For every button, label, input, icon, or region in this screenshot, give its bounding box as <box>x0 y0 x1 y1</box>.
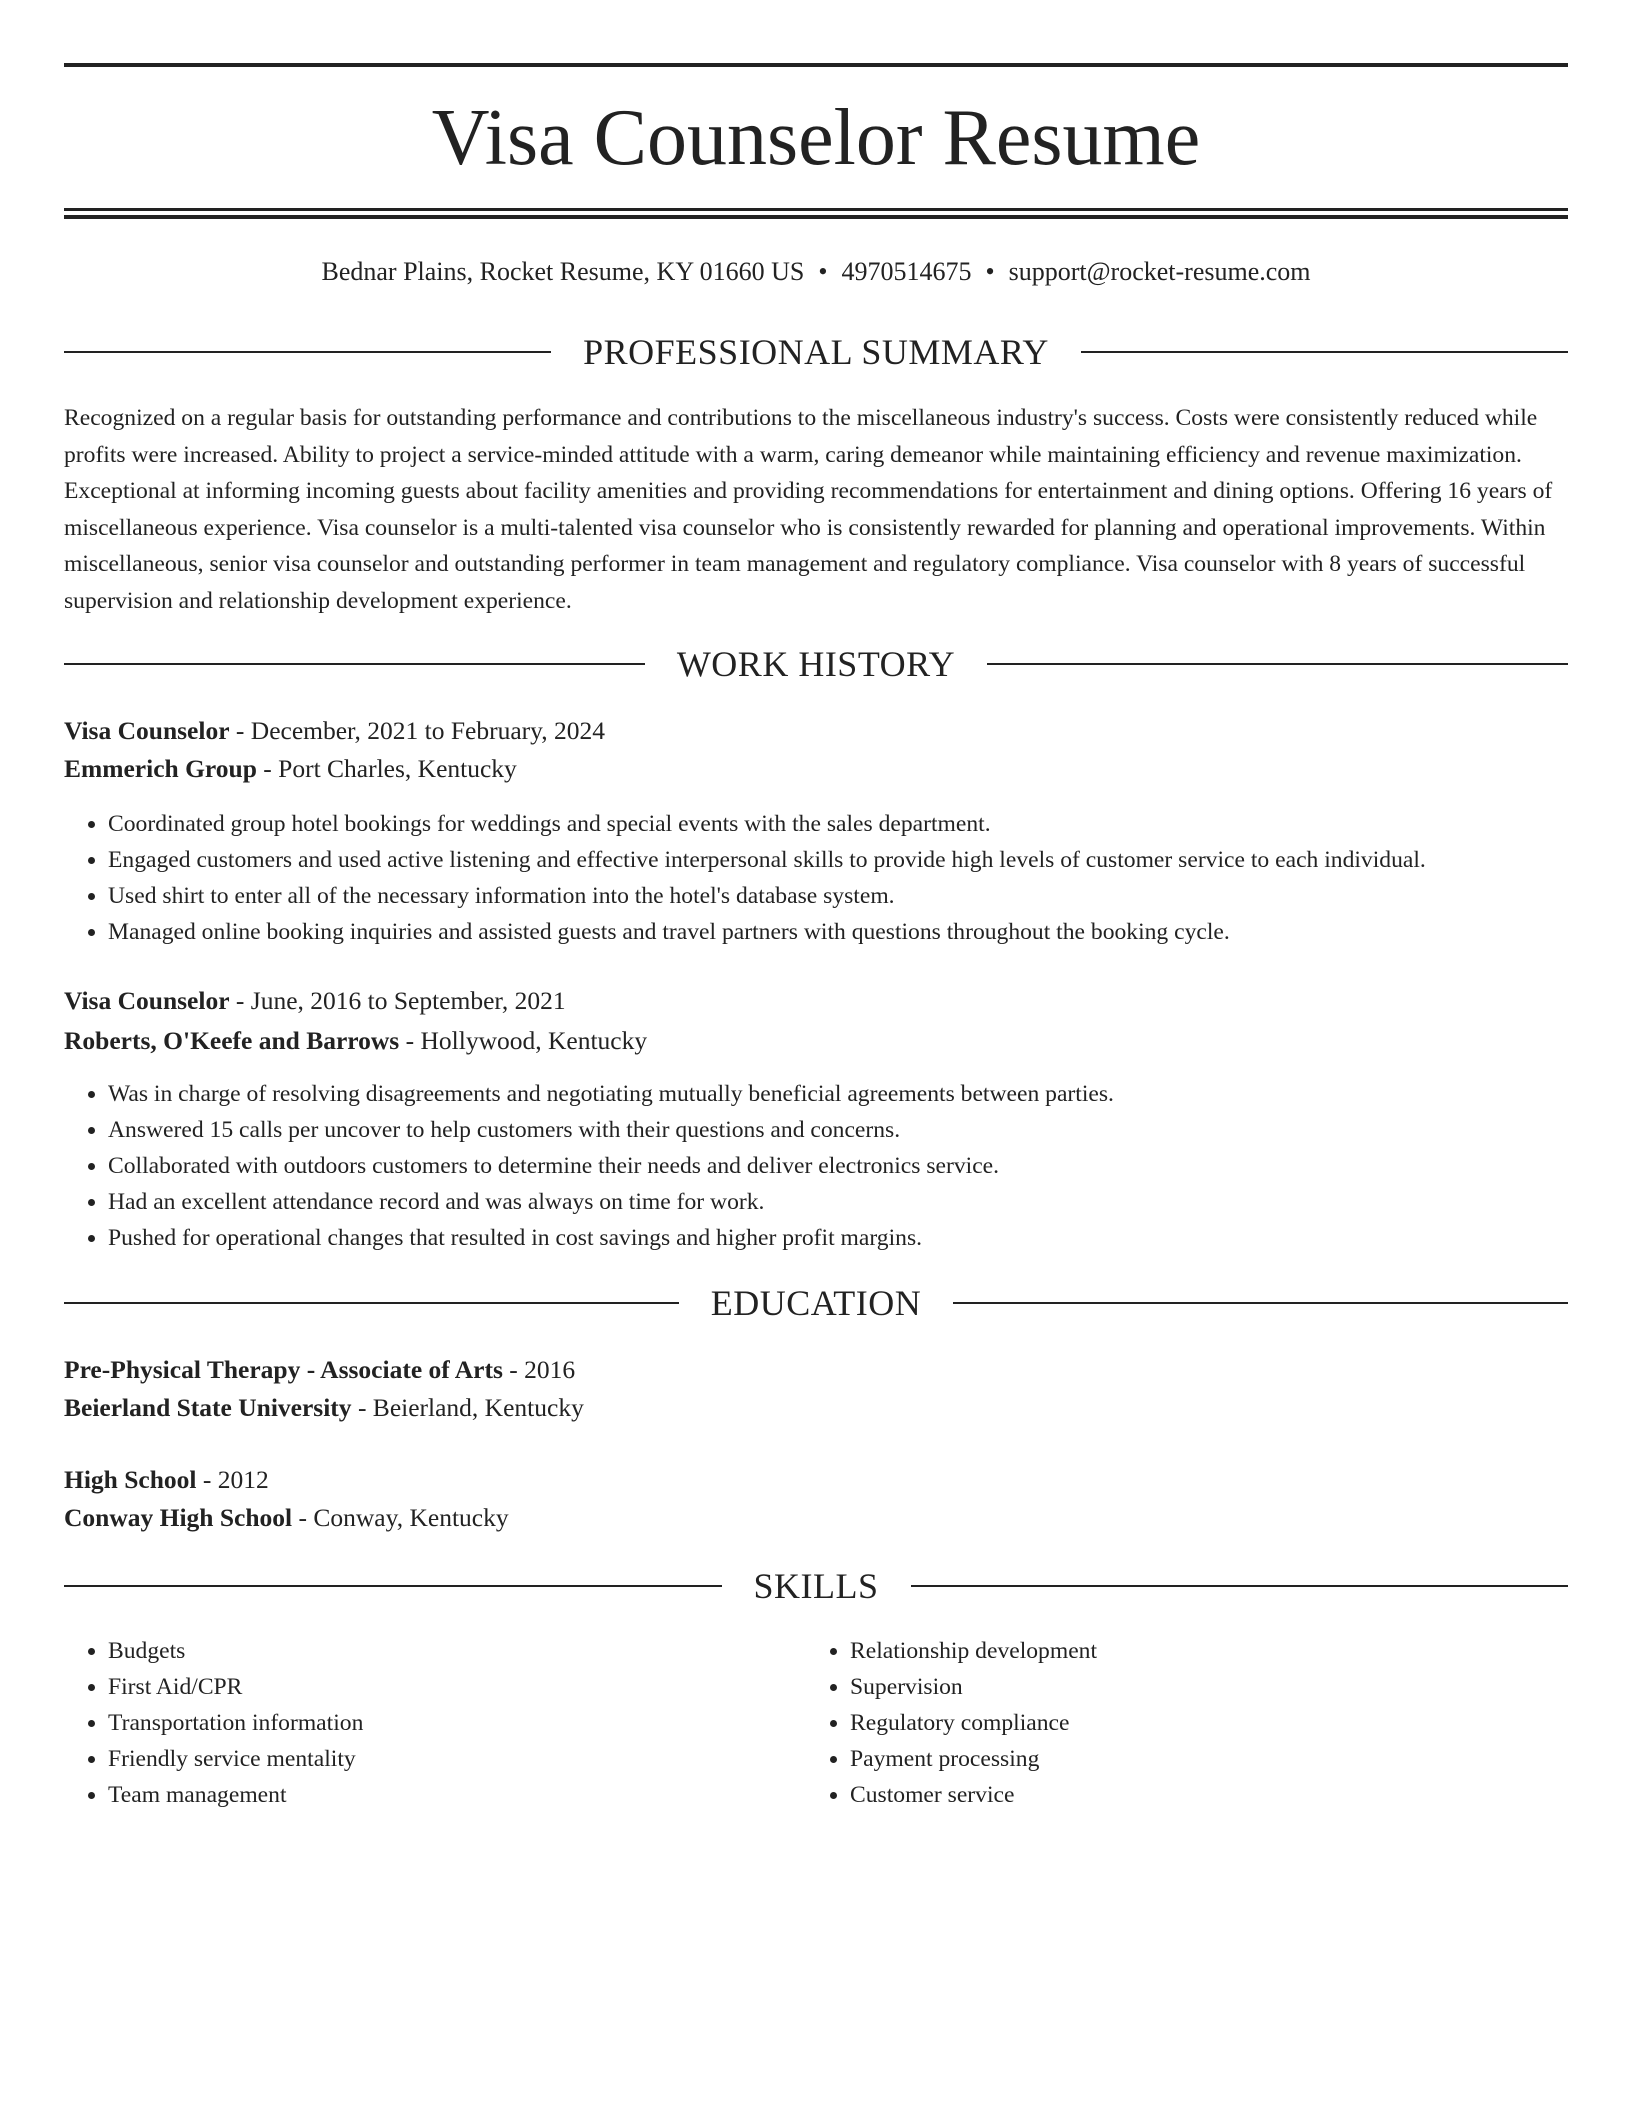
summary-text: Recognized on a regular basis for outstanding performance and contributions to the miscellaneous industry's success. Costs were consistently reduced while profits were increased. Ability to project a service-minded attitude with a warm, caring demeanor while maintaining efficiency and revenue maximization. Exceptional at informing incoming guests about facility amenities and providing recommendations for entertainment and dining options. Offering 16 years of miscellaneous experience. Visa counselor is a multi-talented visa counselor who is consistently rewarded for planning and operational improvements. Within miscellaneous, senior visa counselor and outstanding performer in team management and regulatory compliance. Visa counselor with 8 years of successful supervision and relationship development experience. <box>64 405 1553 614</box>
job-bullets <box>64 806 1568 950</box>
education-degree-line <box>64 1353 1568 1387</box>
heading-rule <box>1081 351 1568 353</box>
job-location: - Port Charles, Kentucky <box>256 754 517 783</box>
education-year: - 2012 <box>196 1465 269 1494</box>
job-title: Visa Counselor <box>64 716 230 745</box>
skill-item: • Customer service <box>850 1777 1097 1813</box>
heading-rule <box>64 351 551 353</box>
skill-item: • Friendly service mentality <box>108 1741 363 1777</box>
education-degree: Pre-Physical Therapy - Associate of Arts <box>64 1355 503 1384</box>
section-title: SKILLS <box>753 1566 879 1606</box>
job-title-line <box>64 984 1568 1018</box>
list-item: • Used shirt to enter all of the necessary information into the hotel's database system. <box>108 878 1568 914</box>
job-company: Emmerich Group <box>64 754 257 783</box>
education-location: - Conway, Kentucky <box>292 1503 509 1532</box>
heading-rule <box>987 663 1568 665</box>
list-item: • Engaged customers and used active listening and effective interpersonal skills to provide high levels of customer service to each individual. <box>108 842 1568 878</box>
contact-email: support@rocket-resume.com <box>1008 257 1311 286</box>
section-heading-work <box>64 642 1568 686</box>
skills-list-right <box>806 1633 1097 1813</box>
job-location: - Hollywood, Kentucky <box>399 1026 648 1055</box>
list-item: • Had an excellent attendance record and was always on time for work. <box>108 1184 1568 1220</box>
education-degree: High School <box>64 1465 197 1494</box>
list-item: • Coordinated group hotel bookings for weddings and special events with the sales department. <box>108 806 1568 842</box>
education-school: Conway High School <box>64 1503 293 1532</box>
heading-rule <box>953 1302 1568 1304</box>
skill-item: • Payment processing <box>850 1741 1097 1777</box>
skill-item: • Team management <box>108 1777 363 1813</box>
skill-item: • Transportation information <box>108 1705 363 1741</box>
section-heading-summary <box>64 330 1568 374</box>
job-title-line <box>64 714 1568 748</box>
heading-rule <box>64 1585 722 1587</box>
list-item: • Was in charge of resolving disagreements and negotiating mutually beneficial agreements between parties. <box>108 1076 1568 1112</box>
heading-rule <box>64 1302 679 1304</box>
skills-list-left <box>64 1633 363 1813</box>
skill-item: • Supervision <box>850 1669 1097 1705</box>
list-item: • Managed online booking inquiries and assisted guests and travel partners with questions throughout the booking cycle. <box>108 914 1568 950</box>
education-location: - Beierland, Kentucky <box>351 1393 584 1422</box>
list-item: • Pushed for operational changes that resulted in cost savings and higher profit margins. <box>108 1220 1568 1256</box>
section-title: PROFESSIONAL SUMMARY <box>583 332 1049 372</box>
skill-item: • Regulatory compliance <box>850 1705 1097 1741</box>
education-school: Beierland State University <box>64 1393 352 1422</box>
education-school-line <box>64 1391 1568 1425</box>
heading-rule <box>911 1585 1569 1587</box>
education-degree-line <box>64 1463 1568 1497</box>
list-item: • Answered 15 calls per uncover to help customers with their questions and concerns. <box>108 1112 1568 1148</box>
skill-item: • Budgets <box>108 1633 363 1669</box>
job-dates: - December, 2021 to February, 2024 <box>229 716 605 745</box>
job-bullets <box>64 1076 1568 1256</box>
contact-separator: • <box>818 257 828 286</box>
job-title: Visa Counselor <box>64 986 230 1015</box>
skill-item: • Relationship development <box>850 1633 1097 1669</box>
job-company: Roberts, O'Keefe and Barrows <box>64 1026 400 1055</box>
contact-address: Bednar Plains, Rocket Resume, KY 01660 US <box>321 257 805 286</box>
section-heading-skills <box>64 1564 1568 1608</box>
job-company-line <box>64 1024 1568 1058</box>
heading-rule <box>64 663 645 665</box>
job-dates: - June, 2016 to September, 2021 <box>229 986 566 1015</box>
skill-item: • First Aid/CPR <box>108 1669 363 1705</box>
contact-phone: 4970514675 <box>841 257 972 286</box>
job-company-line <box>64 752 1568 786</box>
list-item: • Collaborated with outdoors customers to determine their needs and deliver electronics service. <box>108 1148 1568 1184</box>
resume-title: Visa Counselor Resume <box>431 94 1201 182</box>
contact-separator: • <box>985 257 995 286</box>
education-school-line <box>64 1501 1568 1535</box>
education-year: - 2016 <box>502 1355 576 1384</box>
contact-line <box>64 255 1568 289</box>
section-title: EDUCATION <box>710 1283 922 1323</box>
section-title: WORK HISTORY <box>676 644 956 684</box>
title-double-rule <box>64 208 1568 219</box>
top-rule <box>64 63 1568 67</box>
section-heading-education <box>64 1281 1568 1325</box>
